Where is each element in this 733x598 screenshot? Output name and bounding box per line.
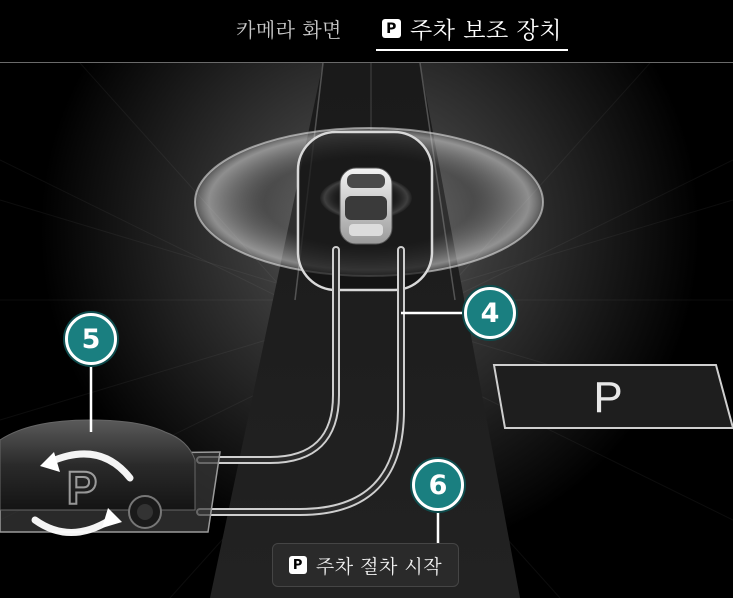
- header-bar: [0, 0, 733, 63]
- start-parking-button[interactable]: [272, 543, 459, 587]
- svg-text:P: P: [66, 462, 98, 514]
- ego-vehicle-top-view: [340, 168, 392, 244]
- callout-6: 6: [412, 459, 464, 511]
- parking-p-icon: P: [289, 556, 307, 574]
- callout-4: 4: [464, 287, 516, 339]
- start-parking-label: 주차 절차 시작: [315, 555, 443, 578]
- callout-5: 5: [65, 313, 117, 365]
- parking-spot: [494, 365, 733, 428]
- tab-parking-assist-label: 주차 보조 장치: [410, 18, 562, 44]
- tab-parking-assist[interactable]: [376, 10, 568, 51]
- tab-camera-view[interactable]: 카메라 화면: [236, 18, 342, 42]
- parking-p-icon: P: [382, 19, 401, 38]
- parking-spot-label: P: [593, 373, 623, 422]
